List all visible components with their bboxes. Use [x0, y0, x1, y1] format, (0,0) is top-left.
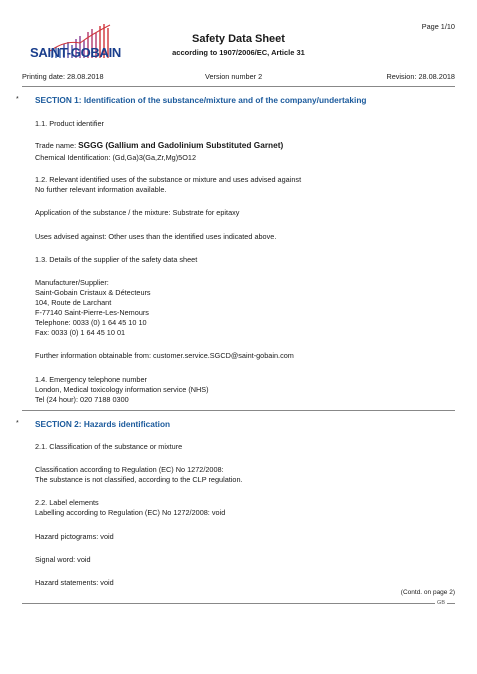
emergency-line: 1.4. Emergency telephone number [35, 375, 147, 384]
classification-line: The substance is not classified, according to the CLP regulation. [35, 475, 243, 484]
supplier-line: Saint-Gobain Cristaux & Détecteurs [35, 288, 151, 297]
footer-divider [22, 603, 455, 604]
uses-advised-against: Uses advised against: Other uses than the identified uses indicated above. [35, 232, 277, 241]
trade-name-label: Trade name: [35, 141, 77, 150]
supplier-line: Telephone: 0033 (0) 1 64 45 10 10 [35, 318, 147, 327]
trade-name-row [35, 141, 283, 151]
hazard-statements: Hazard statements: void [35, 578, 114, 587]
chemical-identification: Chemical Identification: (Gd,Ga)3(Ga,Zr,Mg)5O12 [35, 153, 196, 162]
identified-uses-heading: 1.2. Relevant identified uses of the substance or mixture and uses advised against [35, 175, 302, 184]
further-information: Further information obtainable from: customer.service.SGCD@saint-gobain.com [35, 351, 294, 360]
company-logo-text: SAINT-GOBAIN [30, 45, 122, 60]
supplier-line: Manufacturer/Supplier: [35, 278, 109, 287]
version-number: Version number 2 [205, 72, 263, 81]
emergency-line: London, Medical toxicology information service (NHS) [35, 385, 209, 394]
country-code: GB [437, 600, 445, 606]
supplier-details-heading: 1.3. Details of the supplier of the safety data sheet [35, 255, 198, 264]
classification-heading: 2.1. Classification of the substance or mixture [35, 442, 183, 451]
identified-uses-info: No further relevant information available. [35, 185, 167, 194]
continued-note: (Contd. on page 2) [400, 589, 455, 596]
revision-date: Revision: 28.08.2018 [386, 72, 455, 81]
trade-name-value: SGGG (Gallium and Gadolinium Substituted Garnet) [78, 140, 284, 150]
document-subtitle: according to 1907/2006/EC, Article 31 [172, 48, 305, 57]
supplier-line: Fax: 0033 (0) 1 64 45 10 01 [35, 328, 126, 337]
emergency-line: Tel (24 hour): 020 7188 0300 [35, 395, 129, 404]
supplier-line: 104, Route de Larchant [35, 298, 112, 307]
section-divider [22, 410, 455, 411]
section-2-heading: SECTION 2: Hazards identification [35, 419, 171, 429]
header-divider [22, 86, 455, 87]
label-elements-line: 2.2. Label elements [35, 498, 99, 507]
printing-date: Printing date: 28.08.2018 [22, 72, 104, 81]
revision-marker: * [16, 420, 19, 427]
page-number: Page 1/10 [421, 22, 455, 31]
section-1-heading: SECTION 1: Identification of the substance/mixture and of the company/undertaking [35, 95, 367, 105]
label-elements-line: Labelling according to Regulation (EC) No 1272/2008: void [35, 508, 226, 517]
application-text: Application of the substance / the mixture: Substrate for epitaxy [35, 208, 240, 217]
supplier-line: F-77140 Saint-Pierre-Les-Nemours [35, 308, 149, 317]
classification-line: Classification according to Regulation (EC) No 1272/2008: [35, 465, 224, 474]
document-title: Safety Data Sheet [192, 33, 285, 45]
hazard-pictograms: Hazard pictograms: void [35, 532, 114, 541]
product-identifier-heading: 1.1. Product identifier [35, 119, 104, 128]
revision-marker: * [16, 96, 19, 103]
signal-word: Signal word: void [35, 555, 91, 564]
